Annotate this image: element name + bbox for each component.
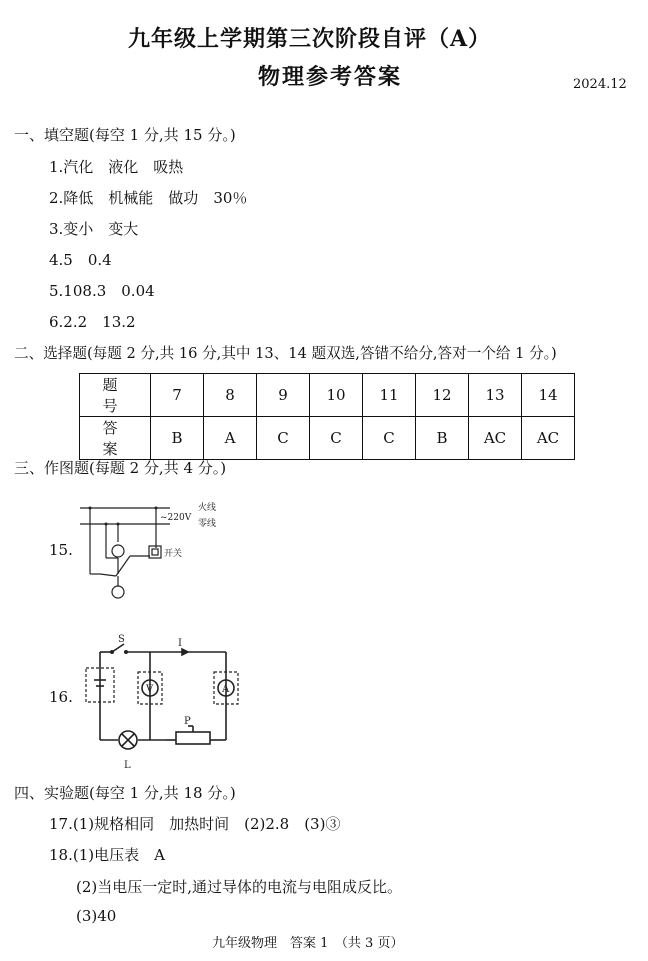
answer-item-18-2: (2)当电压一定时,通过导体的电流与电阻成反比。 — [76, 878, 403, 896]
page-footer: 九年级物理 答案 1 （共 3 页） — [212, 936, 404, 951]
table-cell: 10 — [310, 374, 363, 417]
page-subtitle: 物理参考答案 — [258, 64, 403, 90]
voltmeter-symbol: V — [146, 684, 154, 695]
table-cell: 7 — [151, 374, 204, 417]
table-cell: AC — [469, 417, 522, 460]
figure-16-diagram — [78, 628, 258, 788]
ammeter-symbol: A — [222, 684, 230, 695]
table-cell: 13 — [469, 374, 522, 417]
label-lamp-l: L — [124, 760, 131, 771]
answer-item-18-3: (3)40 — [76, 907, 117, 925]
table-cell: C — [257, 417, 310, 460]
label-current-i: I — [178, 638, 182, 649]
table-cell: 9 — [257, 374, 310, 417]
table-cell: AC — [522, 417, 575, 460]
section-3-heading: 三、作图题(每题 2 分,共 4 分。) — [14, 459, 227, 477]
answer-item-1: 1.汽化 液化 吸热 — [49, 158, 184, 176]
answer-item-2: 2.降低 机械能 做功 30％ — [49, 189, 248, 207]
figure-15-diagram — [78, 496, 238, 606]
label-live-wire: 火线 — [198, 503, 217, 513]
answer-item-18: 18.(1)电压表 A — [49, 846, 165, 864]
answer-item-4: 4.5 0.4 — [49, 251, 112, 269]
label-switch-s: S — [118, 634, 125, 645]
table-cell: B — [151, 417, 204, 460]
page-title: 九年级上学期第三次阶段自评（A） — [128, 26, 492, 52]
figure-16-number: 16. — [49, 688, 73, 706]
table-cell: A — [204, 417, 257, 460]
section-1-heading: 一、填空题(每空 1 分,共 15 分。) — [14, 126, 236, 144]
section-2-heading: 二、选择题(每题 2 分,共 16 分,其中 13、14 题双选,答错不给分,答对一个给 1 分。) — [14, 345, 557, 362]
date-label: 2024.12 — [573, 77, 627, 92]
answer-item-5: 5.108.3 0.04 — [49, 282, 155, 300]
table-cell: B — [416, 417, 469, 460]
label-voltage: ~220V — [160, 513, 192, 523]
table-cell: 14 — [522, 374, 575, 417]
figure-15-number: 15. — [49, 541, 73, 559]
table-cell: 12 — [416, 374, 469, 417]
table-row — [80, 374, 575, 417]
answer-item-6: 6.2.2 13.2 — [49, 313, 136, 331]
label-switch: 开关 — [164, 549, 183, 559]
table-cell: C — [310, 417, 363, 460]
label-neutral-wire: 零线 — [198, 519, 217, 529]
table-cell: C — [363, 417, 416, 460]
table-cell: 11 — [363, 374, 416, 417]
section-4-heading: 四、实验题(每空 1 分,共 18 分。) — [14, 784, 236, 802]
label-slider-p: P — [184, 716, 191, 727]
answer-item-17: 17.(1)规格相同 加热时间 (2)2.8 (3)③ — [49, 815, 341, 833]
row-label: 答 案 — [80, 417, 151, 460]
row-label: 题 号 — [80, 374, 151, 417]
table-cell: 8 — [204, 374, 257, 417]
table-row — [80, 417, 575, 460]
answer-table — [79, 373, 575, 460]
answer-item-3: 3.变小 变大 — [49, 220, 139, 238]
